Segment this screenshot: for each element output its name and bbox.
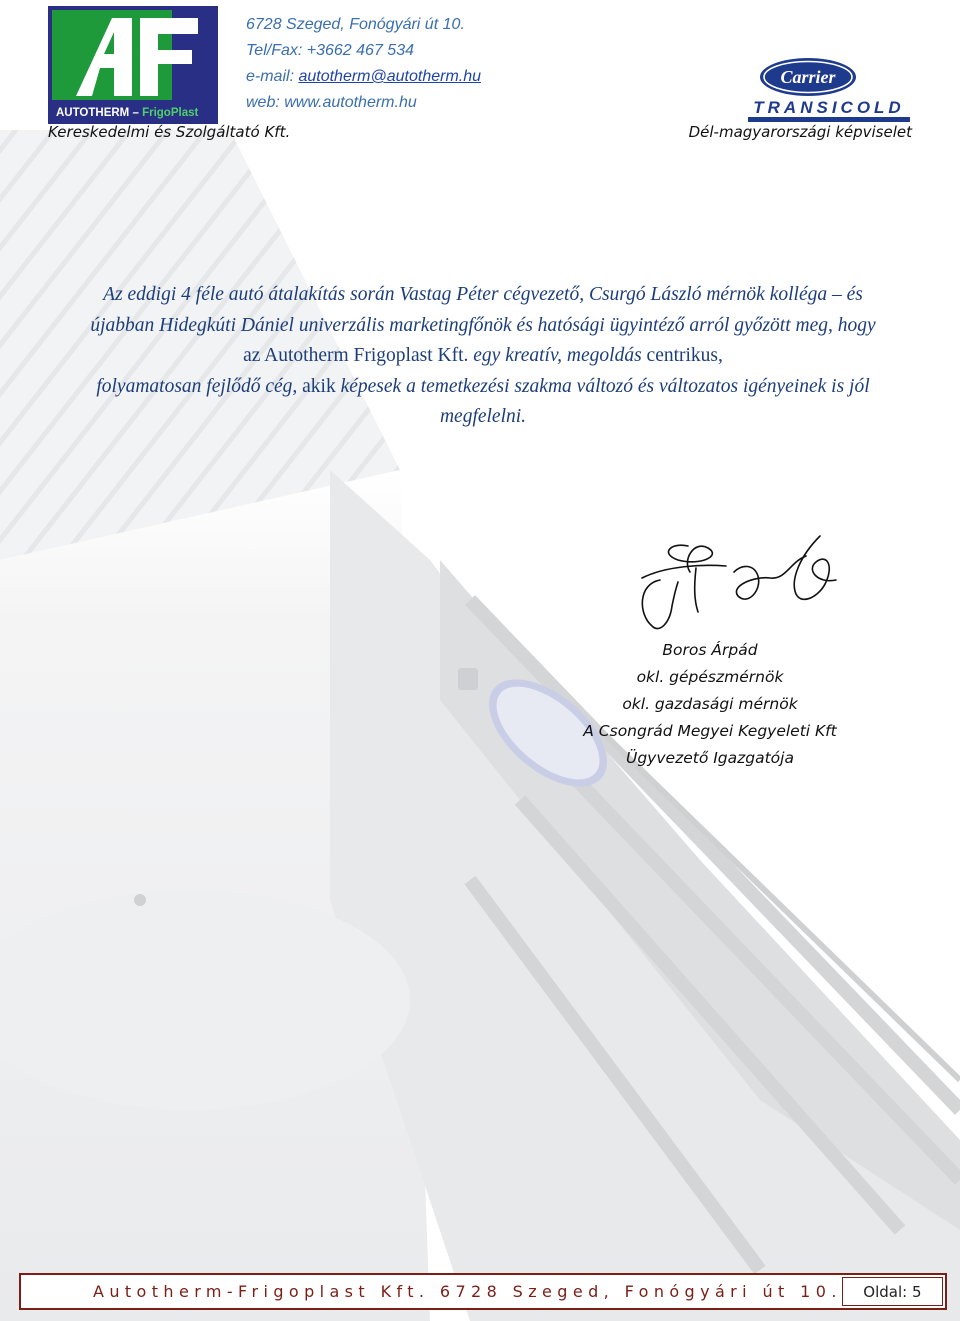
svg-text:AUTOTHERM – FrigoPlast <box>56 107 198 119</box>
region-label: Dél-magyarországi képviselet <box>688 123 912 141</box>
page-footer <box>19 1273 947 1310</box>
logo-name-right: FrigoPlast <box>142 107 199 119</box>
handwritten-signature <box>630 534 850 644</box>
body-segment: akik <box>302 375 341 397</box>
autotherm-frigoplast-logo <box>48 6 218 124</box>
email-label: e-mail: <box>246 68 299 85</box>
body-segment: Az eddigi 4 féle autó átalakítás során Vastag Péter cégvezető, Csurgó László mérnök kolléga – és újabban Hidegkúti Dániel univerzális marketingfőnök és hatósági ügyintéző arról győzött meg, hogy <box>90 284 876 336</box>
address: 6728 Szeged, Fonógyári út 10. <box>246 16 465 33</box>
signatory-role: Ügyvezető Igazgatója <box>626 749 794 767</box>
signatory-block <box>560 637 860 772</box>
transicold-text: TRANSICOLD <box>753 98 905 117</box>
signatory-organization: A Csongrád Megyei Kegyeleti Kft <box>583 722 837 740</box>
page-number: Oldal: 5 <box>842 1277 943 1306</box>
body-segment: képesek a temetkezési szakma változó és változatos igényeinek is jól megfelelni. <box>340 375 870 427</box>
company-subtitle: Kereskedelmi és Szolgáltató Kft. <box>48 123 291 141</box>
logo-name-sep: – <box>132 107 139 119</box>
carrier-transicold-logo <box>748 57 910 123</box>
signatory-title-1: okl. gépészmérnök <box>636 668 784 686</box>
body-paragraph <box>90 280 876 433</box>
body-segment: az Autotherm Frigoplast Kft. <box>243 345 474 366</box>
body-segment: egy kreatív, megoldás <box>473 345 647 366</box>
contact-block <box>246 12 481 116</box>
body-segment: centrikus, <box>646 345 723 366</box>
signatory-name: Boros Árpád <box>662 641 758 659</box>
carrier-brand-text: Carrier <box>780 67 836 87</box>
body-segment: folyamatosan fejlődő cég, <box>96 375 303 397</box>
email-row <box>246 64 481 90</box>
logo-name-left: AUTOTHERM <box>56 107 130 119</box>
email-link[interactable]: autotherm@autotherm.hu <box>298 68 482 85</box>
tel-fax: Tel/Fax: +3662 467 534 <box>246 42 414 59</box>
signatory-title-2: okl. gazdasági mérnök <box>622 695 798 713</box>
web-link[interactable]: web: www.autotherm.hu <box>246 94 417 111</box>
footer-address: Autotherm-Frigoplast Kft. 6728 Szeged, Fonógyári út 10. <box>93 1282 842 1301</box>
